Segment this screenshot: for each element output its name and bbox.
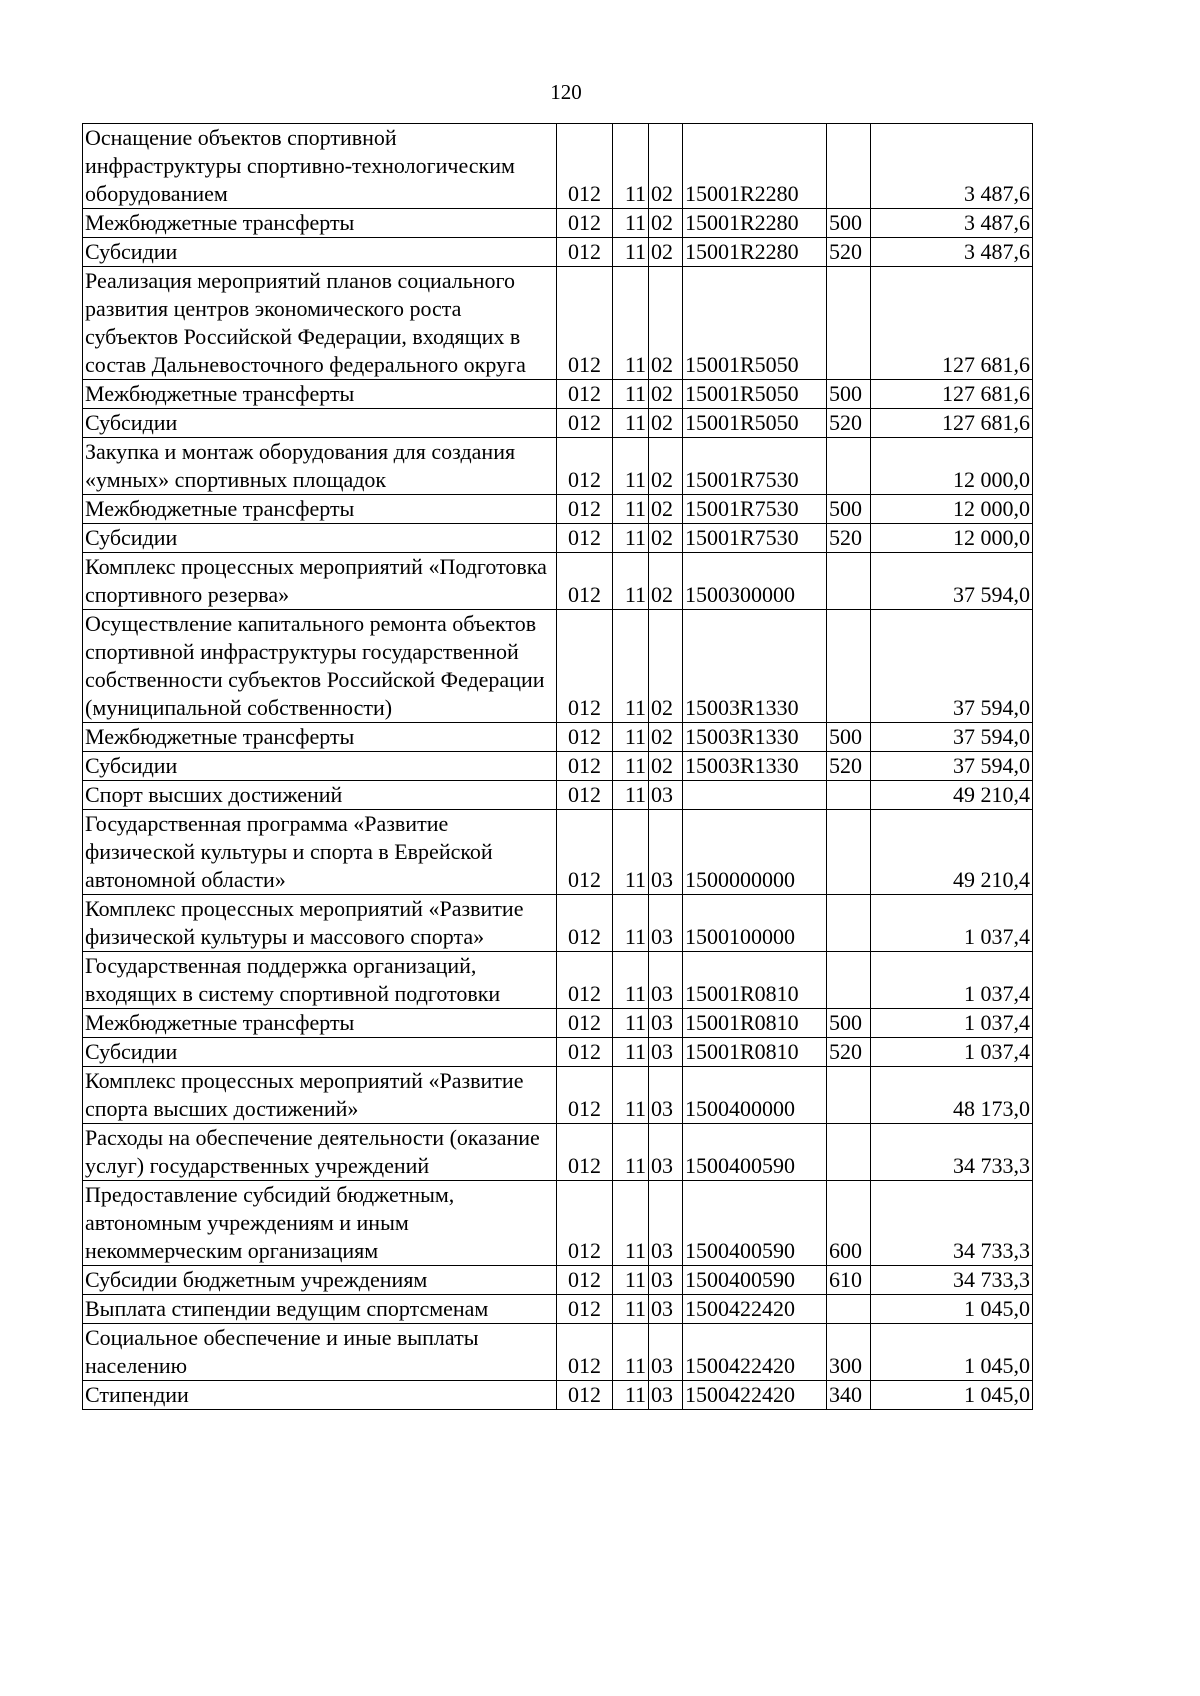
- item-name: Межбюджетные трансферты: [83, 495, 557, 524]
- amount: 1 037,4: [871, 1038, 1033, 1067]
- expense-type-code: 520: [827, 238, 871, 267]
- subsection-code: 03: [649, 895, 683, 952]
- table-row: [83, 1295, 1033, 1324]
- target-article-code: 1500000000: [683, 810, 827, 895]
- section-code: 11: [613, 1181, 649, 1266]
- subsection-code: 02: [649, 752, 683, 781]
- table-row: [83, 380, 1033, 409]
- amount: 127 681,6: [871, 409, 1033, 438]
- item-name: Субсидии: [83, 524, 557, 553]
- expense-type-code: [827, 553, 871, 610]
- target-article-code: 1500400590: [683, 1266, 827, 1295]
- item-name: Субсидии: [83, 752, 557, 781]
- amount: 49 210,4: [871, 781, 1033, 810]
- table-row: [83, 438, 1033, 495]
- grbs-code: 012: [557, 1381, 613, 1410]
- amount: 37 594,0: [871, 723, 1033, 752]
- section-code: 11: [613, 267, 649, 380]
- subsection-code: 02: [649, 409, 683, 438]
- amount: 34 733,3: [871, 1266, 1033, 1295]
- item-name: Субсидии: [83, 1038, 557, 1067]
- subsection-code: 02: [649, 438, 683, 495]
- expense-type-code: 520: [827, 1038, 871, 1067]
- amount: 34 733,3: [871, 1181, 1033, 1266]
- section-code: 11: [613, 952, 649, 1009]
- item-name: Стипендии: [83, 1381, 557, 1410]
- section-code: 11: [613, 810, 649, 895]
- grbs-code: 012: [557, 1266, 613, 1295]
- amount: 37 594,0: [871, 752, 1033, 781]
- expense-type-code: 500: [827, 380, 871, 409]
- item-name: Государственная программа «Развитие физической культуры и спорта в Еврейской автономной области»: [83, 810, 557, 895]
- target-article-code: 1500422420: [683, 1381, 827, 1410]
- grbs-code: 012: [557, 895, 613, 952]
- table-body: [83, 124, 1033, 1410]
- item-name: Спорт высших достижений: [83, 781, 557, 810]
- grbs-code: 012: [557, 438, 613, 495]
- section-code: 11: [613, 1124, 649, 1181]
- item-name: Оснащение объектов спортивной инфраструктуры спортивно-технологическим оборудованием: [83, 124, 557, 209]
- grbs-code: 012: [557, 267, 613, 380]
- target-article-code: 15001R7530: [683, 524, 827, 553]
- expense-type-code: [827, 124, 871, 209]
- section-code: 11: [613, 1381, 649, 1410]
- grbs-code: 012: [557, 1295, 613, 1324]
- item-name: Комплекс процессных мероприятий «Развитие спорта высших достижений»: [83, 1067, 557, 1124]
- expense-type-code: 500: [827, 495, 871, 524]
- amount: 48 173,0: [871, 1067, 1033, 1124]
- table-row: [83, 1266, 1033, 1295]
- section-code: 11: [613, 1295, 649, 1324]
- table-row: [83, 895, 1033, 952]
- amount: 1 037,4: [871, 895, 1033, 952]
- amount: 12 000,0: [871, 438, 1033, 495]
- table-row: [83, 267, 1033, 380]
- target-article-code: 1500400000: [683, 1067, 827, 1124]
- subsection-code: 03: [649, 1067, 683, 1124]
- amount: 12 000,0: [871, 495, 1033, 524]
- subsection-code: 03: [649, 781, 683, 810]
- expense-type-code: [827, 267, 871, 380]
- table-row: [83, 781, 1033, 810]
- subsection-code: 02: [649, 723, 683, 752]
- target-article-code: 15001R7530: [683, 495, 827, 524]
- expense-type-code: [827, 1295, 871, 1324]
- subsection-code: 02: [649, 267, 683, 380]
- target-article-code: 1500300000: [683, 553, 827, 610]
- item-name: Межбюджетные трансферты: [83, 1009, 557, 1038]
- table-row: [83, 209, 1033, 238]
- expense-type-code: 520: [827, 524, 871, 553]
- target-article-code: 15001R2280: [683, 238, 827, 267]
- grbs-code: 012: [557, 1181, 613, 1266]
- table-row: [83, 124, 1033, 209]
- target-article-code: 15001R5050: [683, 409, 827, 438]
- subsection-code: 03: [649, 952, 683, 1009]
- grbs-code: 012: [557, 1038, 613, 1067]
- amount: 1 045,0: [871, 1295, 1033, 1324]
- table-row: [83, 238, 1033, 267]
- subsection-code: 02: [649, 124, 683, 209]
- amount: 127 681,6: [871, 380, 1033, 409]
- expense-type-code: 600: [827, 1181, 871, 1266]
- target-article-code: 1500100000: [683, 895, 827, 952]
- subsection-code: 03: [649, 1181, 683, 1266]
- grbs-code: 012: [557, 380, 613, 409]
- table-row: [83, 1124, 1033, 1181]
- section-code: 11: [613, 524, 649, 553]
- amount: 127 681,6: [871, 267, 1033, 380]
- table-row: [83, 1324, 1033, 1381]
- expense-type-code: 300: [827, 1324, 871, 1381]
- grbs-code: 012: [557, 752, 613, 781]
- amount: 1 037,4: [871, 952, 1033, 1009]
- target-article-code: 15001R0810: [683, 1009, 827, 1038]
- table-row: [83, 553, 1033, 610]
- item-name: Реализация мероприятий планов социального развития центров экономического роста субъектов Российской Федерации, входящих в состав Дальневосточного федерального округа: [83, 267, 557, 380]
- amount: 49 210,4: [871, 810, 1033, 895]
- amount: 3 487,6: [871, 209, 1033, 238]
- table-row: [83, 952, 1033, 1009]
- item-name: Комплекс процессных мероприятий «Развитие физической культуры и массового спорта»: [83, 895, 557, 952]
- target-article-code: 15001R0810: [683, 1038, 827, 1067]
- amount: 3 487,6: [871, 124, 1033, 209]
- table-row: [83, 610, 1033, 723]
- item-name: Межбюджетные трансферты: [83, 209, 557, 238]
- item-name: Предоставление субсидий бюджетным, автономным учреждениям и иным некоммерческим организациям: [83, 1181, 557, 1266]
- expense-type-code: [827, 610, 871, 723]
- section-code: 11: [613, 124, 649, 209]
- table-row: [83, 409, 1033, 438]
- table-row: [83, 1067, 1033, 1124]
- expense-type-code: [827, 895, 871, 952]
- table-row: [83, 1381, 1033, 1410]
- table-row: [83, 495, 1033, 524]
- target-article-code: 15001R2280: [683, 124, 827, 209]
- item-name: Комплекс процессных мероприятий «Подготовка спортивного резерва»: [83, 553, 557, 610]
- grbs-code: 012: [557, 409, 613, 438]
- grbs-code: 012: [557, 781, 613, 810]
- item-name: Социальное обеспечение и иные выплаты населению: [83, 1324, 557, 1381]
- target-article-code: 15001R2280: [683, 209, 827, 238]
- subsection-code: 03: [649, 1124, 683, 1181]
- subsection-code: 02: [649, 495, 683, 524]
- subsection-code: 03: [649, 1381, 683, 1410]
- subsection-code: 03: [649, 1266, 683, 1295]
- subsection-code: 03: [649, 1295, 683, 1324]
- section-code: 11: [613, 409, 649, 438]
- expense-type-code: 610: [827, 1266, 871, 1295]
- table-row: [83, 752, 1033, 781]
- item-name: Субсидии: [83, 238, 557, 267]
- table-row: [83, 1181, 1033, 1266]
- section-code: 11: [613, 380, 649, 409]
- grbs-code: 012: [557, 209, 613, 238]
- grbs-code: 012: [557, 124, 613, 209]
- section-code: 11: [613, 438, 649, 495]
- subsection-code: 03: [649, 1324, 683, 1381]
- grbs-code: 012: [557, 524, 613, 553]
- expense-type-code: [827, 438, 871, 495]
- subsection-code: 02: [649, 553, 683, 610]
- expense-type-code: 500: [827, 209, 871, 238]
- table-row: [83, 1009, 1033, 1038]
- expense-type-code: [827, 952, 871, 1009]
- amount: 12 000,0: [871, 524, 1033, 553]
- section-code: 11: [613, 723, 649, 752]
- grbs-code: 012: [557, 1124, 613, 1181]
- section-code: 11: [613, 495, 649, 524]
- amount: 37 594,0: [871, 610, 1033, 723]
- table-row: [83, 810, 1033, 895]
- expense-type-code: [827, 781, 871, 810]
- section-code: 11: [613, 752, 649, 781]
- target-article-code: 1500400590: [683, 1181, 827, 1266]
- target-article-code: 15001R0810: [683, 952, 827, 1009]
- target-article-code: 1500400590: [683, 1124, 827, 1181]
- amount: 3 487,6: [871, 238, 1033, 267]
- target-article-code: [683, 781, 827, 810]
- section-code: 11: [613, 1266, 649, 1295]
- table-row: [83, 1038, 1033, 1067]
- target-article-code: 15003R1330: [683, 752, 827, 781]
- item-name: Расходы на обеспечение деятельности (оказание услуг) государственных учреждений: [83, 1124, 557, 1181]
- page-number: 120: [550, 80, 582, 104]
- item-name: Осуществление капитального ремонта объектов спортивной инфраструктуры государственной собственности субъектов Российской Федерации (муниципальной собственности): [83, 610, 557, 723]
- section-code: 11: [613, 238, 649, 267]
- item-name: Закупка и монтаж оборудования для создания «умных» спортивных площадок: [83, 438, 557, 495]
- item-name: Субсидии бюджетным учреждениям: [83, 1266, 557, 1295]
- grbs-code: 012: [557, 610, 613, 723]
- grbs-code: 012: [557, 723, 613, 752]
- section-code: 11: [613, 1038, 649, 1067]
- expense-type-code: [827, 810, 871, 895]
- amount: 1 045,0: [871, 1381, 1033, 1410]
- table-row: [83, 524, 1033, 553]
- item-name: Межбюджетные трансферты: [83, 380, 557, 409]
- expense-type-code: 340: [827, 1381, 871, 1410]
- grbs-code: 012: [557, 1009, 613, 1038]
- section-code: 11: [613, 553, 649, 610]
- section-code: 11: [613, 895, 649, 952]
- target-article-code: 15001R5050: [683, 267, 827, 380]
- subsection-code: 03: [649, 810, 683, 895]
- section-code: 11: [613, 781, 649, 810]
- subsection-code: 02: [649, 209, 683, 238]
- expense-type-code: [827, 1124, 871, 1181]
- budget-table: [82, 123, 1033, 1410]
- target-article-code: 15003R1330: [683, 610, 827, 723]
- subsection-code: 02: [649, 610, 683, 723]
- amount: 1 045,0: [871, 1324, 1033, 1381]
- item-name: Выплата стипендии ведущим спортсменам: [83, 1295, 557, 1324]
- target-article-code: 1500422420: [683, 1324, 827, 1381]
- expense-type-code: 500: [827, 1009, 871, 1038]
- grbs-code: 012: [557, 553, 613, 610]
- amount: 37 594,0: [871, 553, 1033, 610]
- grbs-code: 012: [557, 1067, 613, 1124]
- target-article-code: 15001R7530: [683, 438, 827, 495]
- subsection-code: 02: [649, 238, 683, 267]
- grbs-code: 012: [557, 238, 613, 267]
- item-name: Субсидии: [83, 409, 557, 438]
- section-code: 11: [613, 1009, 649, 1038]
- section-code: 11: [613, 1067, 649, 1124]
- subsection-code: 03: [649, 1009, 683, 1038]
- table-row: [83, 723, 1033, 752]
- grbs-code: 012: [557, 495, 613, 524]
- subsection-code: 02: [649, 380, 683, 409]
- section-code: 11: [613, 1324, 649, 1381]
- subsection-code: 03: [649, 1038, 683, 1067]
- grbs-code: 012: [557, 810, 613, 895]
- item-name: Межбюджетные трансферты: [83, 723, 557, 752]
- expense-type-code: 500: [827, 723, 871, 752]
- target-article-code: 15001R5050: [683, 380, 827, 409]
- section-code: 11: [613, 610, 649, 723]
- subsection-code: 02: [649, 524, 683, 553]
- grbs-code: 012: [557, 1324, 613, 1381]
- section-code: 11: [613, 209, 649, 238]
- target-article-code: 1500422420: [683, 1295, 827, 1324]
- grbs-code: 012: [557, 952, 613, 1009]
- expense-type-code: [827, 1067, 871, 1124]
- item-name: Государственная поддержка организаций, входящих в систему спортивной подготовки: [83, 952, 557, 1009]
- target-article-code: 15003R1330: [683, 723, 827, 752]
- expense-type-code: 520: [827, 409, 871, 438]
- expense-type-code: 520: [827, 752, 871, 781]
- amount: 34 733,3: [871, 1124, 1033, 1181]
- amount: 1 037,4: [871, 1009, 1033, 1038]
